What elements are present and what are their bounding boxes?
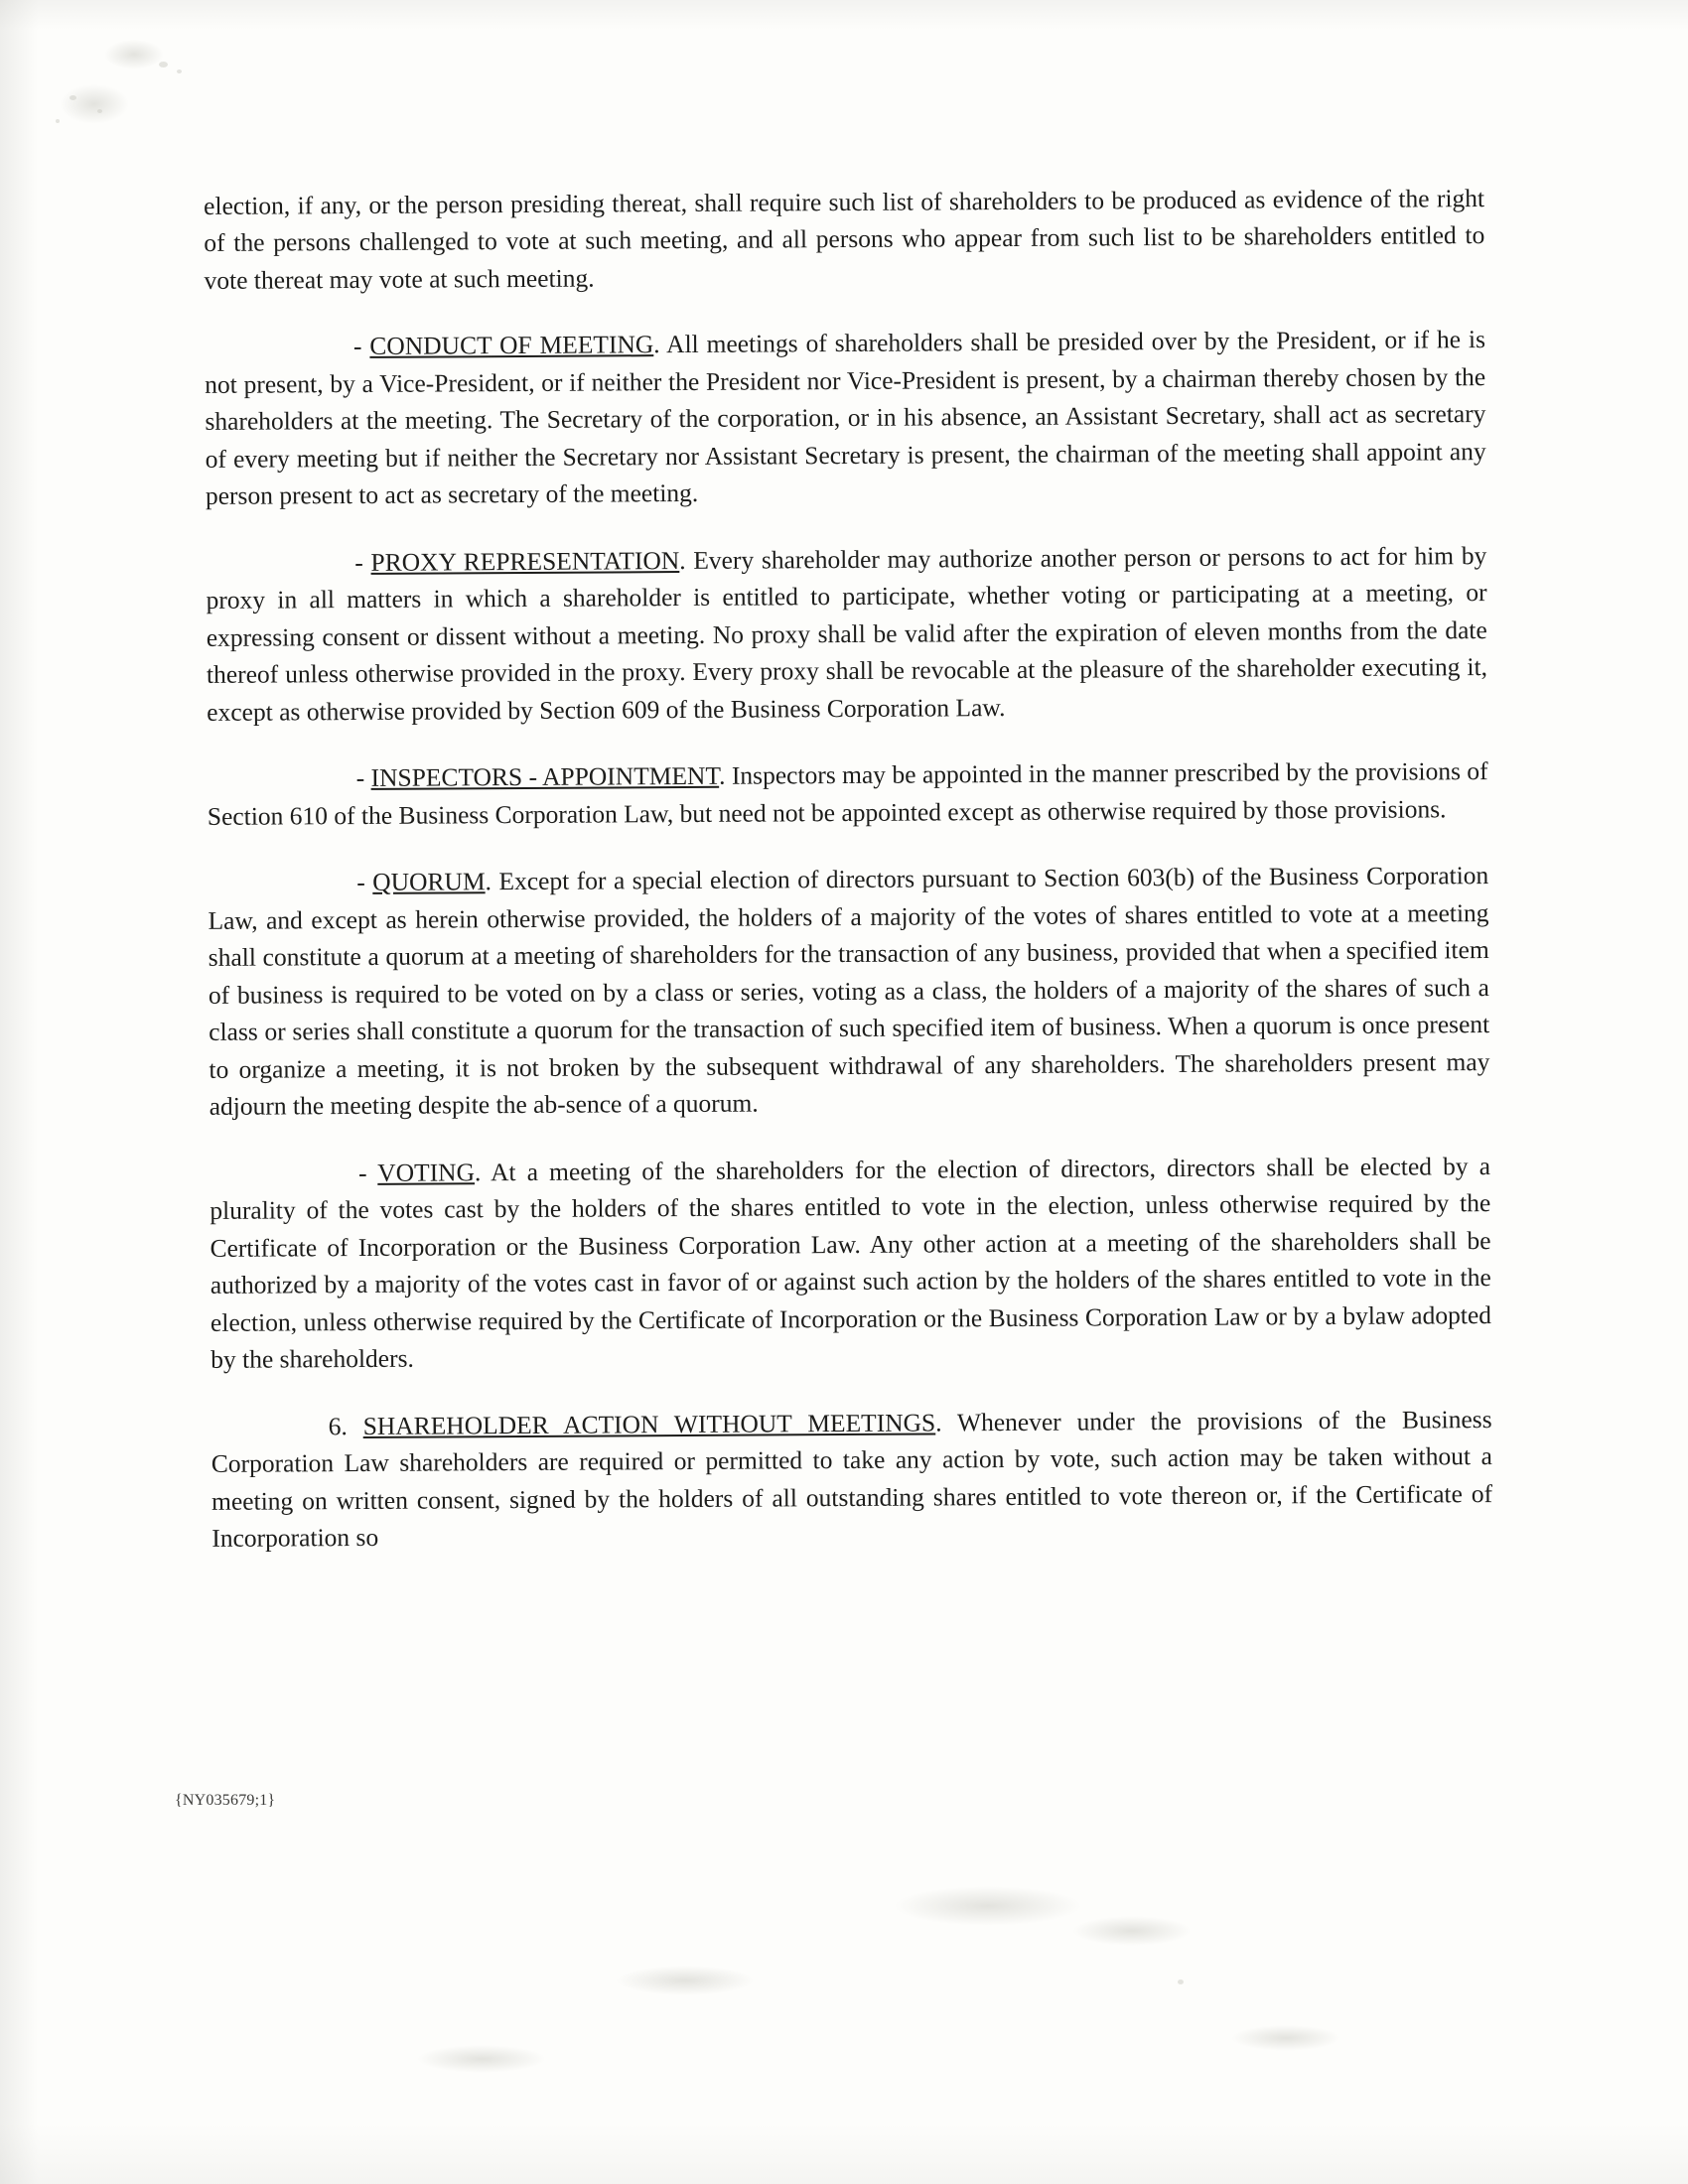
scan-smudge — [1231, 2025, 1340, 2051]
paragraph-indent — [208, 786, 356, 787]
paragraph-continued-list — [204, 180, 1485, 299]
section-heading-quorum: QUORUM — [372, 867, 486, 897]
paragraph-text: . At a meeting of the shareholders for the election of directors, directors shall be elected by a plurality of the votes cast by the holders of the shares entitled to vote in the election, unless otherwise required by the Certificate of Incorporation or the Business Corporation Law. Any other action at a meeting of the shareholders shall be authorized by a majority of the votes cast in favor of or against such action by the holders of the shares entitled to vote in the election, unless otherwise required by the Certificate of Incorporation or the Business Corporation Law or by a bylaw adopted by the shareholders. — [210, 1151, 1492, 1374]
scan-smudge — [894, 1886, 1082, 1926]
paragraph-text: . Except for a special election of directors pursuant to Section 603(b) of the Business Corporation Law, and except as herein otherwise provided, the holders of a majority of the votes of shares entitled to vote at a meeting shall constitute a quorum at a meeting of shareholders for the transaction of any business, provided that when a specified item of business is required to be voted on by a class or series, voting as a class, the holders of a majority of the shares of such a class or series shall constitute a quorum for the transaction of such specified item of business. When a quorum is once present to organize a meeting, it is not broken by the subsequent withdrawal of any shareholders. The shareholders present may adjourn the meeting despite the ab-sence of a quorum. — [208, 861, 1490, 1122]
scan-speck — [56, 119, 60, 123]
paragraph-indent — [210, 1181, 358, 1182]
paragraph-proxy-representation — [206, 537, 1487, 731]
paragraph-text: . All meetings of shareholders shall be presided over by the President, or if he is not present, by a Vice-President, or if neither the President nor Vice-President is present, by a chairman thereby chosen by the shareholders at the meeting. The Secretary of the corporation, or in his absence, an Assistant Secretary, shall act as secretary of every meeting but if neither the Secretary nor Assistant Secretary is present, the chairman of the meeting shall appoint any person present to act as secretary of the meeting. — [205, 325, 1486, 511]
scan-speck — [177, 69, 182, 73]
paragraph-indent — [206, 571, 354, 572]
paragraph-indent — [208, 890, 356, 891]
scan-speck — [1178, 1979, 1184, 1984]
paragraph-indent — [205, 354, 353, 355]
scan-speck — [159, 62, 168, 68]
scan-smudge — [1072, 1916, 1192, 1946]
scan-smudge — [104, 40, 164, 69]
paragraph-prefix: - — [357, 1158, 378, 1187]
paragraph-prefix: - — [352, 332, 370, 361]
paragraph-text: . Whenever under the provisions of the Business Corporation Law shareholders are required or permitted to take any action by vote, such action may be taken without a meeting on written consent, signed by the holders of all outstanding shares entitled to vote thereon or, if the Certificate of Incorporation so — [211, 1404, 1493, 1553]
page-edge-shadow-top — [0, 0, 1688, 30]
paragraph-prefix: - — [354, 547, 371, 577]
scan-smudge — [616, 1966, 755, 1995]
paragraph-voting — [210, 1148, 1491, 1379]
scan-smudge — [60, 84, 129, 124]
page-edge-shadow-left — [0, 0, 38, 2184]
paragraph-quorum — [208, 857, 1490, 1125]
document-text-body — [204, 180, 1493, 1586]
document-footer-code: {NY035679;1} — [175, 1792, 276, 1809]
paragraph-text: election, if any, or the person presiding thereat, shall require such list of shareholders to be produced as evidence of the right of the persons challenged to vote at such meeting, and all persons who appear from such list to be shareholders entitled to vote thereat may vote at such meeting. — [204, 184, 1485, 295]
section-heading-conduct-of-meeting: CONDUCT OF MEETING — [369, 330, 654, 361]
section-heading-inspectors-appointment: INSPECTORS - APPOINTMENT — [370, 761, 720, 793]
paragraph-shareholder-action-without-meetings — [211, 1401, 1493, 1558]
paragraph-indent — [211, 1434, 329, 1435]
scan-smudge — [417, 2045, 546, 2073]
paragraph-prefix: - — [356, 868, 373, 897]
paragraph-conduct-of-meeting — [205, 322, 1486, 515]
section-heading-shareholder-action-without-meetings: SHAREHOLDER ACTION WITHOUT MEETINGS — [362, 1408, 936, 1440]
paragraph-text: . Inspectors may be appointed in the manner prescribed by the provisions of Section 610 of the Business Corporation Law, but need not be appointed except as otherwise required by those provisions. — [207, 756, 1488, 831]
paragraph-prefix: 6. — [328, 1411, 363, 1440]
section-heading-proxy-representation: PROXY REPRESENTATION — [370, 545, 680, 577]
section-heading-voting: VOTING — [377, 1157, 476, 1187]
page-edge-shadow-bottom — [0, 2124, 1688, 2184]
paragraph-inspectors-appointment — [208, 752, 1488, 835]
paragraph-prefix: - — [355, 763, 371, 793]
paragraph-text: . Every shareholder may authorize another person or persons to act for him by proxy in all matters in which a shareholder is entitled to participate, whether voting or participating at a meeting, or expressing consent or dissent without a meeting. No proxy shall be valid after the expiration of eleven months from the date thereof unless otherwise provided in the proxy. Every proxy shall be revocable at the pleasure of the shareholder executing it, except as otherwise provided by Section 609 of the Business Corporation Law. — [206, 540, 1488, 727]
